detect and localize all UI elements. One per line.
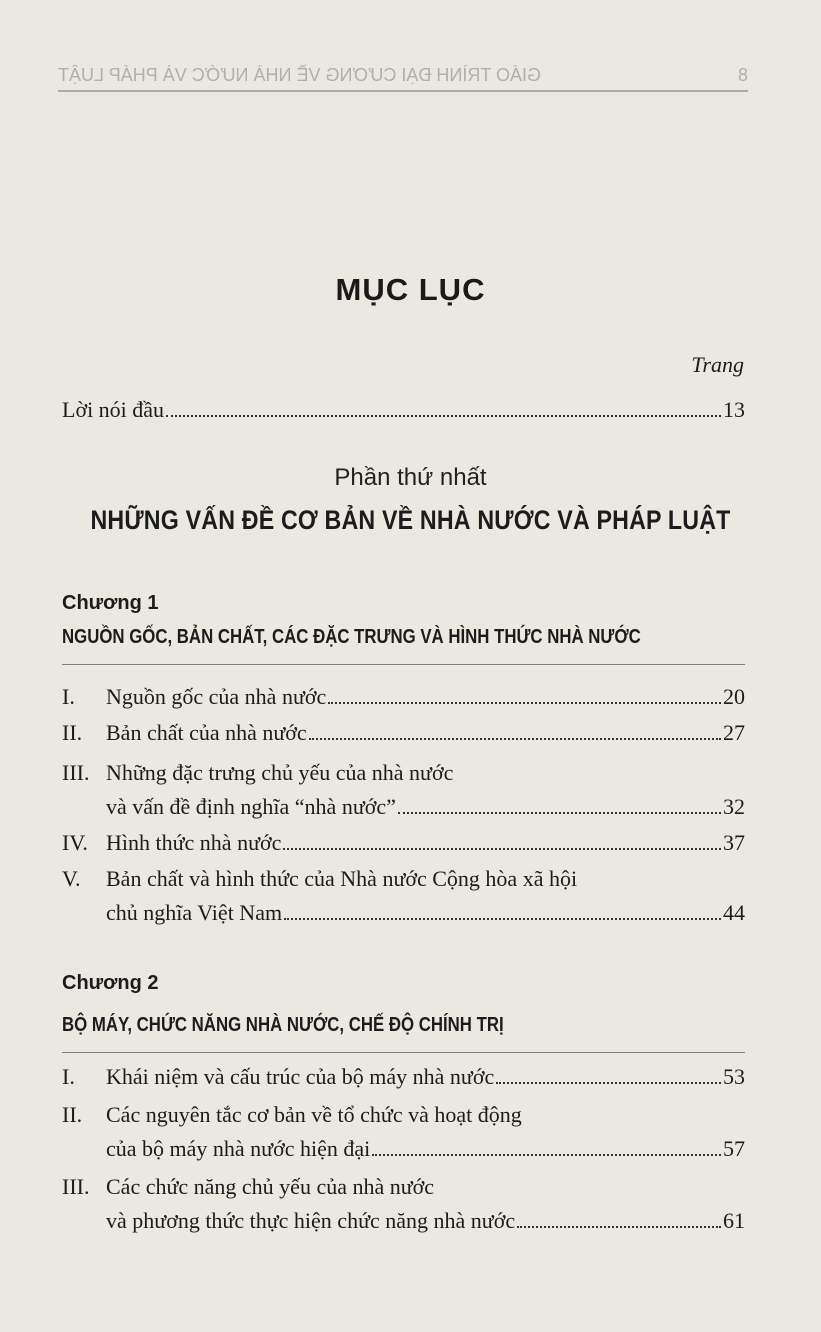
entry-label-continued: chủ nghĩa Việt Nam [106, 900, 283, 925]
entry-number: V. [62, 866, 81, 891]
entry-label-continued: và vấn đề định nghĩa “nhà nước” [106, 794, 396, 819]
entry-page: 61 [723, 1208, 745, 1233]
entry-number: IV. [62, 830, 88, 855]
entry-page: 44 [723, 900, 745, 925]
page-column-label: Trang [691, 352, 744, 377]
entry-number: I. [62, 1064, 75, 1089]
entry-number: II. [62, 720, 83, 745]
entry-page: 53 [723, 1064, 745, 1089]
chapter-2-title: BỘ MÁY, CHỨC NĂNG NHÀ NƯỚC, CHẾ ĐỘ CHÍNH TRỊ [62, 1014, 504, 1036]
toc-entry-foreword[interactable] [62, 395, 745, 425]
entry-page: 27 [723, 720, 745, 745]
dot-leader [398, 812, 721, 814]
entry-label-continued: của bộ máy nhà nước hiện đại [106, 1136, 371, 1161]
dot-leader [328, 702, 721, 704]
entry-label-continued: và phương thức thực hiện chức năng nhà nước [106, 1208, 516, 1233]
entry-number: I. [62, 684, 75, 709]
entry-number: II. [62, 1102, 83, 1127]
bleed-through-title: GIÁO TRÌNH ĐẠI CƯƠNG VỀ NHÀ NƯỚC VÀ PHÁP LUẬT [58, 65, 542, 85]
chapter-2-divider [62, 1052, 745, 1053]
entry-label: Các nguyên tắc cơ bản về tổ chức và hoạt động [106, 1102, 522, 1127]
toc-entry[interactable] [62, 682, 745, 712]
entry-label: Khái niệm và cấu trúc của bộ máy nhà nước [106, 1064, 495, 1089]
entry-label: Lời nói đầu [62, 397, 165, 422]
entry-page: 32 [723, 794, 745, 819]
chapter-2-label: Chương 2 [62, 972, 159, 994]
entry-label: Hình thức nhà nước [106, 830, 282, 855]
toc-entry[interactable] [62, 1172, 745, 1236]
toc-entry[interactable] [62, 718, 745, 748]
chapter-1-divider [62, 664, 745, 665]
entry-number: III. [62, 760, 90, 785]
dot-leader [309, 738, 721, 740]
part-title: Phần thứ nhất [334, 464, 487, 491]
entry-label: Nguồn gốc của nhà nước [106, 684, 327, 709]
entry-page: 37 [723, 830, 745, 855]
dot-leader [283, 848, 721, 850]
entry-number: III. [62, 1174, 90, 1199]
toc-entry[interactable] [62, 758, 745, 822]
dot-leader [284, 918, 721, 920]
entry-page: 57 [723, 1136, 745, 1161]
entry-label: Bản chất của nhà nước [106, 720, 307, 745]
toc-entry[interactable] [62, 864, 745, 928]
entry-label: Các chức năng chủ yếu của nhà nước [106, 1174, 435, 1199]
bleed-through-page-number: 8 [737, 65, 748, 85]
dot-leader [372, 1154, 721, 1156]
chapter-1-label: Chương 1 [62, 592, 159, 614]
bleed-through-header [58, 62, 748, 92]
part-heading: NHỮNG VẤN ĐỀ CƠ BẢN VỀ NHÀ NƯỚC VÀ PHÁP LUẬT [90, 505, 731, 535]
entry-label: Những đặc trưng chủ yếu của nhà nước [106, 760, 454, 785]
toc-entry[interactable] [62, 1062, 745, 1092]
toc-entry[interactable] [62, 828, 745, 858]
dot-leader [166, 415, 721, 417]
entry-page: 20 [723, 684, 745, 709]
entry-label: Bản chất và hình thức của Nhà nước Cộng hòa xã hội [106, 866, 578, 891]
toc-title: MỤC LỤC [335, 272, 486, 307]
dot-leader [517, 1226, 721, 1228]
dot-leader [496, 1082, 721, 1084]
chapter-1-title: NGUỒN GỐC, BẢN CHẤT, CÁC ĐẶC TRƯNG VÀ HÌNH THỨC NHÀ NƯỚC [62, 626, 641, 648]
toc-entry[interactable] [62, 1100, 745, 1164]
entry-page: 13 [723, 397, 745, 422]
